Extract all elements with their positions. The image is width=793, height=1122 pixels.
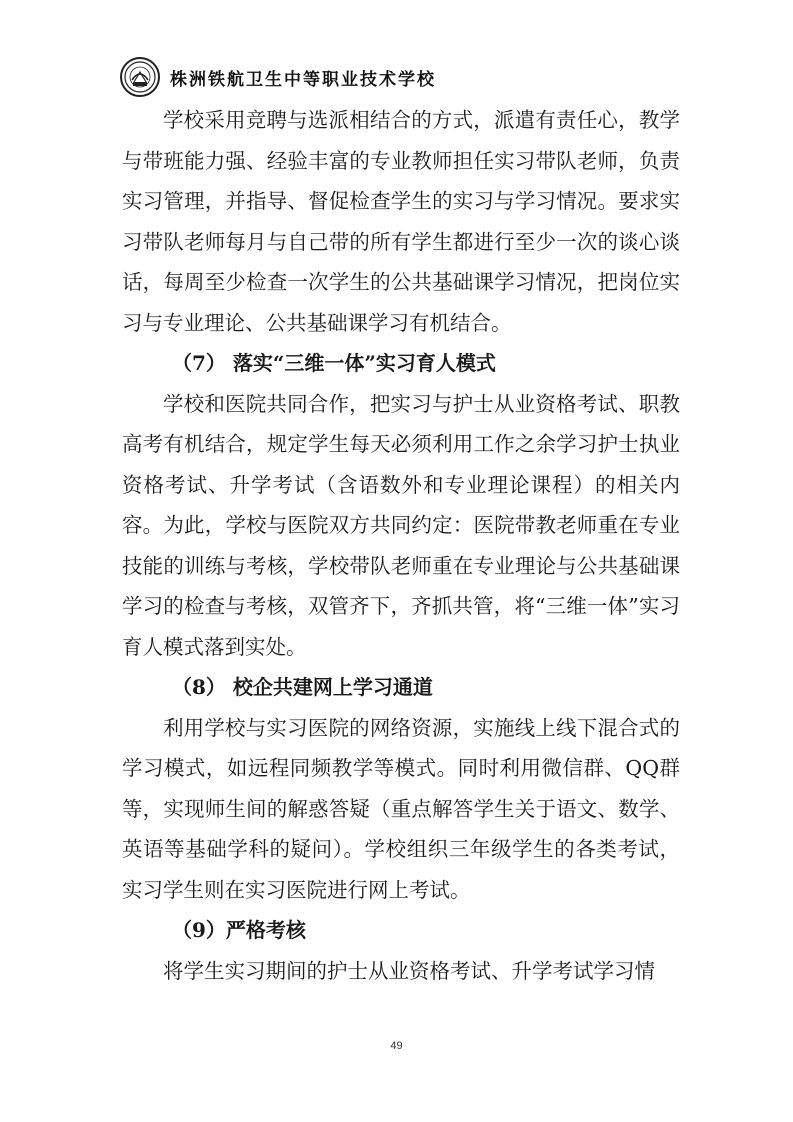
page-header bbox=[120, 55, 436, 99]
section-heading-8: （8） 校企共建网上学习通道 bbox=[172, 675, 433, 699]
school-emblem-icon bbox=[123, 60, 157, 94]
school-name: 株洲铁航卫生中等职业技术学校 bbox=[170, 69, 436, 90]
paragraph-1: 学校采用竞聘与选派相结合的方式，派遣有责任心，教学与带班能力强、经验丰富的专业教师担任实习带队老师，负责实习管理，并指导、督促检查学生的实习与学习情况。要求实习带队老师每月与自己带的所有学生都进行至少一次的谈心谈话，每周至少检查一次学生的公共基础课学习情况，把岗位实习与专业理论、公共基础课学习有机结合。 bbox=[122, 108, 680, 335]
paragraph-4: 将学生实习期间的护士从业资格考试、升学考试学习情 bbox=[163, 958, 655, 983]
page-number: 49 bbox=[390, 1040, 403, 1052]
school-logo bbox=[120, 57, 160, 97]
paragraph-2: 学校和医院共同合作，把实习与护士从业资格考试、职教高考有机结合，规定学生每天必须利用工作之余学习护士执业资格考试、升学考试（含语数外和专业理论课程）的相关内容。为此，学校与医院双方共同约定：医院带教老师重在专业技能的训练与考核，学校带队老师重在专业理论与公共基础课学习的检查与考核，双管齐下，齐抓共管，将“三维一体”实习育人模式落到实处。 bbox=[122, 391, 680, 659]
section-heading-7: （7） 落实“三维一体”实习育人模式 bbox=[172, 351, 496, 375]
section-heading-9: （9）严格考核 bbox=[172, 918, 306, 942]
document-body bbox=[122, 100, 680, 991]
paragraph-3: 利用学校与实习医院的网络资源，实施线上线下混合式的学习模式，如远程同频教学等模式。同时利用微信群、QQ群等，实现师生间的解惑答疑（重点解答学生关于语文、数学、英语等基础学科的疑问）。学校组织三年级学生的各类考试，实习学生则在实习医院进行网上考试。 bbox=[122, 715, 680, 902]
